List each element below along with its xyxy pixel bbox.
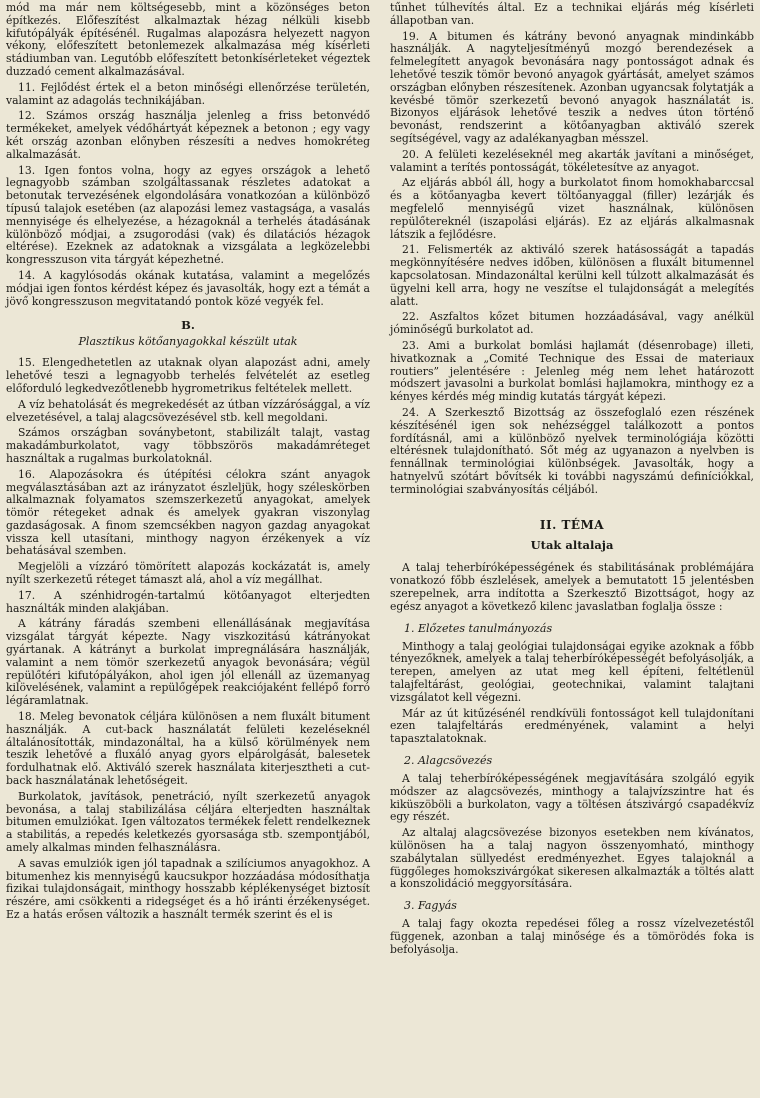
- paragraph: A talaj teherbíróképességének és stabilitásának problémájára vonatkozó főbb észlelések, amelyek a bemutatott 15 jelentésben szerepelnek, arra indította a Szerkesztő Bizottságot, hogy az egész anyagot a következő kilenc javaslatban foglalja össze :: [390, 561, 754, 613]
- paragraph: 13. Igen fontos volna, hogy az egyes országok a lehető legnagyobb számban szolgáltassanak részletes adatokat a betonutak tervezésének elgondolására vonatkozóan a különböző típusú talajok esetében (az alapozási lemez vastagsága, a vasalás mennyisége és elhelyezése, a hézagoknál a terhelés átadásának különböző módjai, a zsugorodási (vak) és dilatációs hézagok eltérése). Ezeknek az adatoknak a vizsgálata a legközelebbi kongresszuson vita tárgyát képezhetné.: [6, 163, 370, 267]
- paragraph: 24. A Szerkesztő Bizottság az összefoglaló ezen részének készítésénél igen sok nehézséggel találkozott a pontos fordításnál, ami a különböző nyelvek terminológiája közötti eltérésnek tulajdonítható. Sőt még az ugyanazon a nyelvben is fennállnak terminológiai különbségek. Javasolták, hogy a hatnyelvű szótárt bővítsék ki további nagyszámú definíciókkal, terminológiai szabványosítás céljából.: [390, 405, 754, 496]
- paragraph: 15. Elengedhetetlen az utaknak olyan alapozást adni, amely lehetővé teszi a legnagyobb terhelés felvételét az esetleg előforduló legkedvezőtlenebb hygrometrikus feltételek mellett.: [6, 356, 370, 395]
- paragraph: 17. A szénhidrogén-tartalmú kötőanyagot elterjedten használták minden alakjában.: [6, 588, 370, 615]
- paragraph: A talaj teherbíróképességének megjavítására szolgáló egyik módszer az alagcsövezés, minthogy a talajvízszintre hat és kiküszöböli a burkolaton, vagy a töltésen átszivárgó csapadékvíz egy részét.: [390, 772, 754, 824]
- paragraph: 20. A felületi kezeléseknél meg akarták javítani a minőséget, valamint a terítés pontosságát, tökéletesítve az anyagot.: [390, 147, 754, 174]
- paragraph: A talaj fagy okozta repedései főleg a rossz vízelvezetéstől függenek, azonban a talaj minősége és a tömörödés foka is befolyásolja.: [390, 917, 754, 956]
- right-column: [390, 2, 754, 960]
- paragraph: tűnhet túlhevítés által. Ez a technikai eljárás még kísérleti állapotban van.: [390, 1, 754, 27]
- subsection-heading: 3. Fagyás: [404, 899, 457, 913]
- theme-heading: II. TÉMA: [539, 518, 605, 533]
- paragraph: 11. Fejlődést értek el a beton minőségi ellenőrzése területén, valamint az adagolás technikájában.: [6, 80, 370, 107]
- paragraph: 18. Meleg bevonatok céljára különösen a nem fluxált bitument használják. A cut-back használatát felületi kezeléseknél általánosították, mindazonáltal, ha a külső körülmények nem teszik lehetővé a fluxáló anyag gyors elpárolgását, balesetek fordulhatnak elő. Aktiváló szerek használata kiterjesztheti a cut-back használatának lehetőségeit.: [6, 710, 370, 788]
- subsection-heading: 1. Előzetes tanulmányozás: [404, 621, 553, 635]
- paragraph: Már az út kitűzésénél rendkívüli fontosságot kell tulajdonítani ezen talajfeltárás eredményének, valamint a helyi tapasztalatoknak.: [390, 706, 754, 746]
- paragraph: 14. A kagylósodás okának kutatása, valamint a megelőzés módjai igen fontos kérdést képez és javasolták, hogy ezt a témát a jövő kongresszuson megvitatandó pontok közé vegyék fel.: [6, 268, 370, 308]
- paragraph: 16. Alapozásokra és útépítési célokra szánt anyagok megválasztásában azt az irányzatot észleljük, hogy széleskörben alkalmaznak folyamatos szemszerkezetű anyagokat, amelyek tömör rétegeket adnak és amelyek gyakran viszonylag gazdaságosak. A finom szemcsékben nagyon gazdag anyagokat vissza kell utasítani, minthogy nagyon érzékenyek a víz behatásával szemben.: [6, 467, 370, 558]
- paragraph: Számos országban soványbetont, stabilizált talajt, vastag makadámburkolatot, vagy többszörös makadámréteget használtak a rugalmas burkolatoknál.: [6, 426, 370, 465]
- paragraph: mód ma már nem költségesebb, mint a közönséges beton építkezés. Előfeszítést alkalmaztak hézag nélküli kisebb kifutópályák építésénél. Rugalmas alapozásra helyezett nagyon vékony, előfeszített betonlemezek alkalmazása még kísérleti stádiumban van. Legutóbb előfeszített betonkísérleteket végeztek duzzadó cement alkalmazásával.: [6, 1, 370, 78]
- theme-subheading: Utak altalaja: [530, 538, 614, 553]
- section-title: Plasztikus kötőanyagokkal készült utak: [78, 335, 298, 349]
- paragraph: 19. A bitumen és kátrány bevonó anyagnak mindinkább használják. A nagyteljesítményű mozgó berendezések a felmelegített anyagok bevonására nagy pontosságot adnak és lehetővé teszik tömör bevonó anyagok gyártását, amelyet számos országban előnyben részesítenek. Azonban ugyancsak folytatják a kevésbé tömör szerkezetű bevonó anyagok használatát is. Bizonyos eljárások lehetővé teszik a nedves úton történő bevonást, rendszerint a kötőanyagban aktiváló szerek segítségével, vagy az adalékanyagban mésszel.: [390, 29, 754, 145]
- paragraph: Az altalaj alagcsövezése bizonyos esetekben nem kívánatos, különösen ha a talaj nagyon összenyomható, minthogy szabálytalan süllyedést eredményezhet. Egyes talajoknál a függőleges homokszivárgókat sikeresen alkalmazták a töltés alatt a konszolidáció meggyorsítására.: [390, 826, 754, 891]
- paragraph: 21. Felismerték az aktiváló szerek hatásosságát a tapadás megkönnyítésére nedves időben, különösen a fluxált bitumennel kapcsolatosan. Mindazonáltal kerülni kell túlzott alkalmazását és ügyelni kell arra, hogy ne veszítse el tulajdonságát a melegítés alatt.: [390, 243, 754, 308]
- left-column: [6, 2, 370, 925]
- paragraph: Az eljárás abból áll, hogy a burkolatot finom homokhabarccsal és a kötőanyagba kevert töltőanyaggal (filler) lezárják és megfelelő mennyiségű vizet használnak, különösen repülőtereknél (iszapolási eljárás). Ez az eljárás alkalmasnak látszik a fejlődésre.: [390, 176, 754, 241]
- paragraph: A kátrány fáradás szembeni ellenállásának megjavítása vizsgálat tárgyát képezte. Nagy viszkozitású kátrányokat gyártanak. A kátrányt a burkolat impregnálására használják, valamint a nem tömör szerkezetű anyagok bevonására; végül repülőtéri kifutópályákon, ahol igen jól ellenáll az üzemanyag kilövelésének, valamint a repülőgépek reakciójaként fellépő forró légáramlatnak.: [6, 617, 370, 708]
- section-heading: B.: [181, 318, 195, 333]
- paragraph: A savas emulziók igen jól tapadnak a szilíciumos anyagokhoz. A bitumenhez kis mennyiségű kaucsukpor hozzáadása módosíthatja fizikai tulajdonságait, minthogy hosszabb képlékenységet biztosít részére, ami csökkenti a ridegséget és a hő iránti érzékenységet. Ez a hatás erősen változik a használt termék szerint és el is: [6, 856, 370, 921]
- paragraph: Burkolatok, javítások, penetráció, nyílt szerkezetű anyagok bevonása, a talaj stabilizálása céljára elterjedten használtak bitumen emulziókat. Igen változatos termékek felett rendelkeznek a stabilitás, a repedés keletkezés gyorsasága stb. szempontjából, amely alkalmas minden felhasználásra.: [6, 789, 370, 855]
- paragraph: A víz behatolását és megrekedését az útban vízzárósággal, a víz elvezetésével, a talaj alagcsövezésével stb. kell megoldani.: [6, 397, 370, 424]
- paragraph: 12. Számos ország használja jelenleg a friss betonvédő termékeket, amelyek védőhártyát képeznek a betonon ; egy vagy két ország azonban előnyben részesíti a nedves homokréteg alkalmazását.: [6, 109, 370, 161]
- subsection-heading: 2. Alagcsövezés: [404, 754, 493, 768]
- paragraph: Megjelöli a vízzáró tömörített alapozás kockázatát is, amely nyílt szerkezetű réteget támaszt alá, ahol a víz megállhat.: [6, 560, 370, 587]
- paragraph: 23. Ami a burkolat bomlási hajlamát (désenrobage) illeti, hivatkoznak a „Comité Technique des Essai de materiaux routiers” jelentésére : Jelenleg még nem lehet határozott módszert javasolni a burkolat bomlási hajlamokra, minthogy ez a kényes kérdés még mindig kutatás tárgyát képezi.: [390, 338, 754, 404]
- paragraph: 22. Aszfaltos kőzet bitumen hozzáadásával, vagy anélkül jóminőségű burkolatot ad.: [390, 310, 754, 337]
- paragraph: Minthogy a talaj geológiai tulajdonságai egyike azoknak a főbb tényezőknek, amelyek a talaj teherbíróképességét befolyásolják, a terepen, amelyen az utat meg kell építeni, feltétlenül talajfeltárást, geológiai, geotechnikai, valamint talajtani vizsgálatot kell végezni.: [390, 639, 754, 704]
